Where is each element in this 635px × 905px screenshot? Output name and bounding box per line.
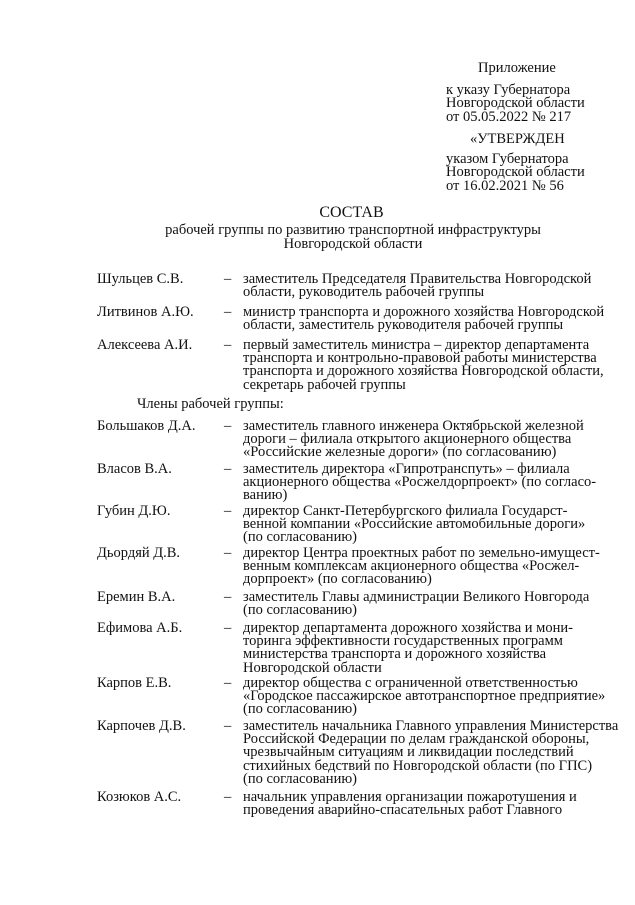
position-text-line: дороги – филиала открытого акционерного общества bbox=[243, 431, 572, 448]
position-text-line: области, руководитель рабочей группы bbox=[243, 284, 485, 301]
position-text-line: области, заместитель руководителя рабочей группы bbox=[243, 317, 564, 334]
annex-title: Приложение bbox=[478, 60, 556, 76]
dash-separator: – bbox=[224, 718, 232, 734]
position-text-line: (по согласованию) bbox=[243, 701, 357, 718]
position-text-line: акционерного общества «Росжелдорпроект» (по согласо- bbox=[243, 474, 597, 491]
member-position bbox=[243, 622, 595, 675]
position-text-line: дорпроект» (по согласованию) bbox=[243, 571, 432, 588]
dash-separator: – bbox=[224, 675, 232, 691]
dash-separator: – bbox=[224, 620, 232, 636]
member-name: Козюков А.С. bbox=[97, 789, 182, 805]
position-text-line: чрезвычайным ситуациям и ликвидации последствий bbox=[243, 744, 574, 761]
approval-line: от 16.02.2021 № 56 bbox=[446, 177, 564, 194]
position-text-line: министр транспорта и дорожного хозяйства Новгородской bbox=[243, 304, 605, 320]
dash-separator: – bbox=[224, 545, 232, 561]
member-position bbox=[243, 463, 595, 503]
member-position bbox=[243, 718, 619, 787]
position-text-line: директор департамента дорожного хозяйства и мони- bbox=[243, 620, 573, 636]
dash-separator: – bbox=[224, 337, 232, 353]
document-title: СОСТАВ bbox=[319, 204, 384, 221]
member-position bbox=[243, 505, 595, 545]
position-text-line: Российской Федерации по делам гражданской обороны, bbox=[243, 731, 590, 748]
position-text-line: венной компании «Российские автомобильные дороги» bbox=[243, 516, 586, 533]
dash-separator: – bbox=[224, 271, 232, 287]
approval-line: указом Губернатора bbox=[446, 150, 569, 167]
position-text-line: транспорта и контрольно-правовой работы министерства bbox=[243, 350, 597, 367]
position-text-line: Новгородской области bbox=[243, 659, 382, 676]
member-position bbox=[243, 337, 604, 393]
approval-block bbox=[446, 133, 585, 193]
subtitle-line: Новгородской области bbox=[283, 235, 423, 252]
annex-line: Новгородской области bbox=[446, 95, 585, 111]
position-text-line: заместитель Главы администрации Великого Новгорода bbox=[243, 589, 590, 605]
approval-line: Новгородской области bbox=[446, 164, 585, 180]
member-position bbox=[243, 545, 600, 588]
member-name: Еремин В.А. bbox=[97, 589, 176, 605]
position-text-line: первый заместитель министра – директор департамента bbox=[243, 337, 590, 353]
position-text-line: заместитель директора «Гипротранспуть» – филиала bbox=[243, 461, 570, 477]
member-name: Губин Д.Ю. bbox=[97, 503, 171, 519]
position-text-line: «Городское пассажирское автотранспортное предприятие» bbox=[243, 688, 606, 705]
member-name: Карпочев Д.В. bbox=[97, 718, 186, 734]
member-name: Шульцев С.В. bbox=[97, 271, 184, 287]
position-text-line: министерства транспорта и дорожного хозяйства bbox=[243, 646, 547, 663]
member-name: Власов В.А. bbox=[97, 461, 172, 477]
position-text-line: проведения аварийно-спасательных работ Главного bbox=[243, 802, 563, 819]
dash-separator: – bbox=[224, 461, 232, 477]
position-text-line: (по согласованию) bbox=[243, 770, 357, 787]
position-text-line: директор общества с ограниченной ответственностью bbox=[243, 675, 578, 691]
member-position bbox=[243, 591, 595, 617]
position-text-line: венным комплексам акционерного общества «Росжел- bbox=[243, 558, 580, 575]
dash-separator: – bbox=[224, 589, 232, 605]
annex-line: к указу Губернатора bbox=[446, 81, 571, 98]
member-name: Большаков Д.А. bbox=[97, 418, 196, 434]
position-text-line: начальник управления организации пожаротушения и bbox=[243, 789, 577, 805]
position-text-line: заместитель Председателя Правительства Новгородской bbox=[243, 271, 592, 287]
dash-separator: – bbox=[224, 503, 232, 519]
position-text-line: заместитель главного инженера Октябрьской железной bbox=[243, 418, 584, 434]
member-position bbox=[243, 675, 606, 718]
member-name: Карпов Е.В. bbox=[97, 675, 172, 691]
position-text-line: стихийных бедствий по Новгородской области (по ГПС) bbox=[243, 757, 593, 774]
member-position bbox=[243, 273, 595, 299]
member-name: Литвинов А.Ю. bbox=[97, 304, 194, 320]
position-text-line: заместитель начальника Главного управления Министерства bbox=[243, 718, 619, 734]
annex-line: от 05.05.2022 № 217 bbox=[446, 108, 572, 125]
member-name: Дьордяй Д.В. bbox=[97, 545, 181, 561]
position-text-line: транспорта и дорожного хозяйства Новгородской области, bbox=[243, 363, 604, 380]
member-position bbox=[243, 304, 605, 334]
position-text-line: директор Санкт-Петербургского филиала Государст- bbox=[243, 503, 568, 519]
position-text-line: (по согласованию) bbox=[243, 602, 357, 619]
position-text-line: торинга эффективности государственных программ bbox=[243, 633, 563, 650]
member-position bbox=[243, 420, 595, 460]
dash-separator: – bbox=[224, 304, 232, 320]
position-text-line: директор Центра проектных работ по земельно-имущест- bbox=[243, 545, 600, 561]
annex-block bbox=[446, 62, 585, 124]
members-section-label: Члены рабочей группы: bbox=[137, 396, 284, 412]
approval-title: «УТВЕРЖДЕН bbox=[470, 131, 565, 147]
dash-separator: – bbox=[224, 789, 232, 805]
subtitle-line: рабочей группы по развитию транспортной инфраструктуры bbox=[165, 222, 541, 238]
document-subtitle bbox=[143, 224, 563, 251]
position-text-line: (по согласованию) bbox=[243, 529, 357, 546]
position-text-line: ванию) bbox=[243, 487, 288, 504]
member-name: Ефимова А.Б. bbox=[97, 620, 183, 636]
position-text-line: секретарь рабочей группы bbox=[243, 376, 406, 393]
dash-separator: – bbox=[224, 418, 232, 434]
member-name: Алексеева А.И. bbox=[97, 337, 193, 353]
member-position bbox=[243, 791, 595, 817]
position-text-line: «Российские железные дороги» (по согласованию) bbox=[243, 444, 557, 461]
